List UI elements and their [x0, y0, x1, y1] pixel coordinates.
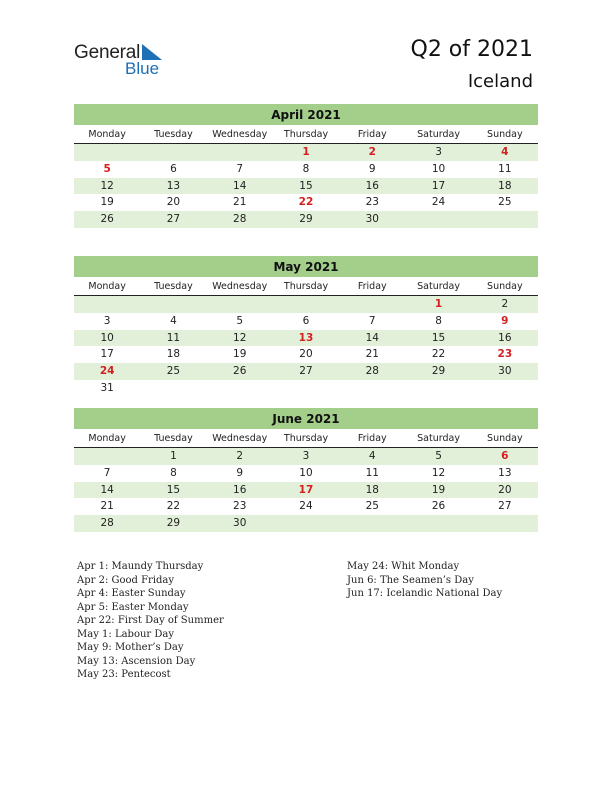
- day-cell: 10: [299, 466, 313, 479]
- day-cell: 22: [431, 348, 446, 361]
- day-cell: 27: [498, 500, 512, 513]
- day-cell: 9: [236, 466, 244, 479]
- holiday-entry: May 1: Labour Day: [77, 628, 174, 640]
- month-header: June 2021: [74, 408, 538, 429]
- holiday-day-cell: 5: [103, 162, 111, 175]
- day-cell: [273, 296, 339, 313]
- day-cell: 4: [368, 450, 376, 462]
- weekday-label: Friday: [357, 433, 387, 444]
- day-cell: [472, 515, 538, 532]
- week-row: [74, 161, 538, 178]
- day-cell: 29: [299, 213, 313, 226]
- day-cell: 19: [431, 483, 446, 496]
- holiday-entry: Apr 5: Easter Monday: [77, 601, 189, 613]
- holiday-entry: Apr 4: Easter Sunday: [77, 588, 186, 599]
- day-cell: [273, 380, 339, 397]
- day-cell: 2: [501, 298, 509, 310]
- day-cell: 20: [166, 196, 181, 209]
- month-header: April 2021: [74, 104, 538, 125]
- week-row: [74, 498, 538, 515]
- day-cell: 3: [103, 314, 111, 327]
- day-cell: 13: [166, 179, 181, 192]
- day-cell: 30: [233, 517, 247, 530]
- week-row: [74, 346, 538, 363]
- day-cell: 26: [233, 365, 247, 378]
- weekday-label: Monday: [88, 281, 126, 292]
- holiday-day-cell: 2: [368, 146, 376, 158]
- holiday-day-cell: 9: [501, 314, 509, 327]
- day-cell: [207, 296, 273, 313]
- day-cell: [273, 515, 339, 532]
- day-cell: 13: [498, 466, 512, 479]
- logo-general-text: General: [74, 42, 141, 63]
- day-cell: 20: [498, 483, 512, 496]
- holiday-entry: May 13: Ascension Day: [77, 655, 196, 667]
- day-cell: 29: [431, 365, 446, 378]
- day-cell: 21: [365, 348, 379, 361]
- weekday-label: Friday: [357, 281, 387, 292]
- day-cell: 16: [365, 179, 379, 192]
- day-cell: 14: [100, 483, 114, 496]
- month-weeks: [74, 144, 538, 228]
- weekday-label: Thursday: [283, 281, 329, 292]
- day-cell: 19: [233, 348, 247, 361]
- holiday-day-cell: 13: [298, 331, 314, 344]
- day-cell: [339, 515, 405, 532]
- weekday-label: Sunday: [487, 281, 523, 292]
- week-row: [74, 144, 538, 161]
- weekday-label: Wednesday: [212, 129, 268, 140]
- weekday-label: Wednesday: [212, 281, 268, 292]
- day-cell: 11: [365, 466, 379, 479]
- weekday-label: Saturday: [417, 129, 460, 140]
- holiday-day-cell: 24: [99, 365, 115, 378]
- day-cell: [405, 515, 471, 532]
- holiday-day-cell: 22: [298, 196, 314, 209]
- holiday-entry: Jun 6: The Seamen’s Day: [347, 574, 474, 586]
- weekday-header-row: [74, 125, 538, 144]
- week-row: [74, 211, 538, 228]
- weekday-label: Tuesday: [154, 433, 193, 444]
- holiday-entry: Apr 2: Good Friday: [77, 574, 175, 586]
- day-cell: 3: [302, 450, 310, 462]
- logo-triangle-icon: [142, 44, 162, 60]
- holiday-list-right: [347, 560, 502, 601]
- week-row: [74, 330, 538, 347]
- holiday-day-cell: 6: [501, 450, 509, 462]
- day-cell: 21: [233, 196, 247, 209]
- holiday-day-cell: 4: [501, 146, 509, 158]
- holiday-entry: May 24: Whit Monday: [347, 561, 460, 572]
- day-cell: 28: [365, 365, 379, 378]
- weekday-label: Monday: [88, 433, 126, 444]
- holiday-day-cell: 1: [302, 146, 310, 158]
- weekday-label: Tuesday: [154, 129, 193, 140]
- day-cell: 24: [431, 196, 446, 209]
- day-cell: 23: [233, 500, 247, 513]
- page-title: Q2 of 2021: [410, 37, 533, 62]
- day-cell: 18: [166, 348, 181, 361]
- week-row: [74, 194, 538, 211]
- day-cell: 7: [236, 162, 244, 175]
- weekday-label: Monday: [88, 129, 126, 140]
- day-cell: [472, 380, 538, 397]
- day-cell: 10: [431, 162, 446, 175]
- day-cell: 25: [498, 196, 512, 209]
- holiday-entry: Jun 17: Icelandic National Day: [347, 588, 503, 599]
- day-cell: 30: [365, 213, 379, 226]
- day-cell: [405, 380, 471, 397]
- holiday-day-cell: 23: [497, 348, 513, 361]
- day-cell: 1: [170, 450, 177, 462]
- day-cell: 18: [365, 483, 379, 496]
- week-row: [74, 465, 538, 482]
- month-calendar-june: [74, 408, 538, 532]
- weekday-label: Wednesday: [212, 433, 268, 444]
- weekday-label: Thursday: [283, 129, 329, 140]
- day-cell: 15: [431, 331, 446, 344]
- day-cell: [339, 296, 405, 313]
- holiday-entry: May 23: Pentecost: [77, 669, 171, 680]
- holiday-entry: Apr 1: Maundy Thursday: [77, 561, 204, 572]
- day-cell: 29: [166, 517, 181, 530]
- weekday-label: Saturday: [417, 281, 460, 292]
- day-cell: [339, 380, 405, 397]
- day-cell: [207, 380, 273, 397]
- day-cell: 3: [435, 146, 442, 158]
- day-cell: [405, 211, 471, 228]
- day-cell: 10: [100, 331, 114, 344]
- logo-blue-text: Blue: [125, 59, 160, 78]
- day-cell: 12: [233, 331, 247, 344]
- day-cell: 14: [365, 331, 379, 344]
- week-row: [74, 313, 538, 330]
- weekday-label: Friday: [357, 129, 387, 140]
- day-cell: 26: [431, 500, 446, 513]
- week-row: [74, 363, 538, 380]
- day-cell: 8: [435, 314, 442, 327]
- day-cell: 18: [498, 179, 512, 192]
- day-cell: 7: [103, 466, 111, 479]
- day-cell: [140, 144, 206, 161]
- day-cell: 31: [100, 381, 114, 394]
- page-subtitle: Iceland: [467, 71, 533, 92]
- day-cell: 19: [100, 196, 114, 209]
- weekday-header-row: [74, 277, 538, 296]
- day-cell: [74, 448, 140, 465]
- weekday-header-row: [74, 429, 538, 448]
- day-cell: 8: [170, 466, 177, 479]
- month-weeks: [74, 296, 538, 397]
- holiday-day-cell: 17: [298, 483, 314, 496]
- day-cell: 24: [299, 500, 313, 513]
- week-row: [74, 448, 538, 465]
- day-cell: 20: [299, 348, 313, 361]
- day-cell: 11: [498, 162, 512, 175]
- day-cell: 14: [233, 179, 247, 192]
- day-cell: 28: [100, 517, 114, 530]
- day-cell: 28: [233, 213, 247, 226]
- day-cell: 16: [498, 331, 512, 344]
- week-row: [74, 482, 538, 499]
- day-cell: 22: [166, 500, 181, 513]
- weekday-label: Sunday: [487, 433, 523, 444]
- day-cell: 15: [166, 483, 181, 496]
- day-cell: 23: [365, 196, 379, 209]
- day-cell: [472, 211, 538, 228]
- day-cell: 25: [166, 365, 181, 378]
- day-cell: 12: [431, 466, 446, 479]
- week-row: [74, 178, 538, 195]
- week-row: [74, 380, 538, 397]
- weekday-label: Sunday: [487, 129, 523, 140]
- holiday-entry: Apr 22: First Day of Summer: [77, 615, 224, 626]
- day-cell: [74, 144, 140, 161]
- day-cell: 25: [365, 500, 379, 513]
- day-cell: 2: [236, 450, 244, 462]
- day-cell: 27: [166, 213, 181, 226]
- weekday-label: Tuesday: [154, 281, 193, 292]
- day-cell: 30: [498, 365, 512, 378]
- day-cell: 27: [299, 365, 313, 378]
- day-cell: [74, 296, 140, 313]
- day-cell: 6: [170, 162, 177, 175]
- day-cell: 12: [100, 179, 114, 192]
- holiday-entry: May 9: Mother’s Day: [77, 642, 184, 653]
- day-cell: [207, 144, 273, 161]
- month-calendar-april: [74, 104, 538, 228]
- week-row: [74, 296, 538, 313]
- day-cell: 26: [100, 213, 114, 226]
- holiday-day-cell: 1: [434, 298, 443, 310]
- day-cell: [140, 380, 206, 397]
- day-cell: 16: [233, 483, 247, 496]
- weekday-label: Thursday: [283, 433, 329, 444]
- weekday-label: Saturday: [417, 433, 460, 444]
- day-cell: [140, 296, 206, 313]
- month-header: May 2021: [74, 256, 538, 277]
- day-cell: 21: [100, 500, 114, 513]
- day-cell: 7: [368, 314, 376, 327]
- month-weeks: [74, 448, 538, 532]
- day-cell: 6: [302, 314, 310, 327]
- day-cell: 5: [435, 450, 442, 462]
- logo: [74, 42, 174, 78]
- week-row: [74, 515, 538, 532]
- day-cell: 15: [299, 179, 313, 192]
- day-cell: 9: [368, 162, 376, 175]
- day-cell: 8: [302, 162, 310, 175]
- month-calendar-may: [74, 256, 538, 397]
- day-cell: 17: [100, 348, 114, 361]
- holiday-list-left: [77, 560, 224, 682]
- day-cell: 5: [236, 314, 244, 327]
- day-cell: 11: [166, 331, 181, 344]
- day-cell: 17: [431, 179, 446, 192]
- day-cell: 4: [170, 314, 177, 327]
